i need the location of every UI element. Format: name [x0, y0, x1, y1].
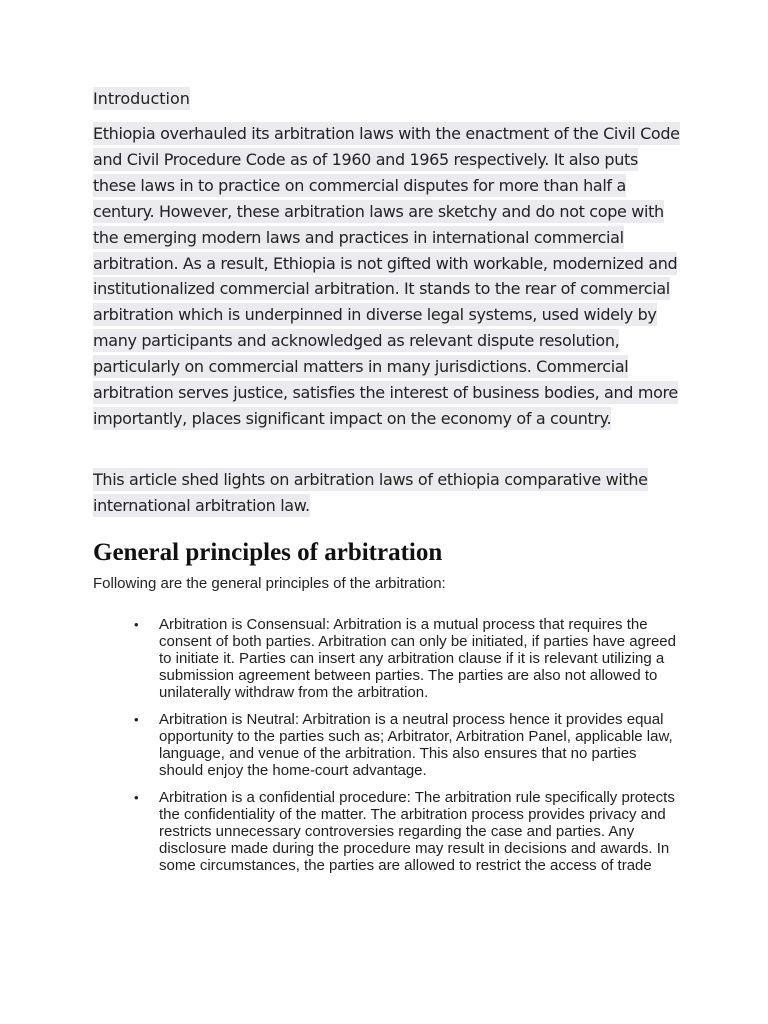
list-item: [134, 616, 679, 701]
intro-paragraph-1: [93, 121, 683, 432]
section-lead-text: Following are the general principles of the arbitration:: [93, 575, 446, 592]
list-item: [134, 711, 679, 779]
intro-heading-text: Introduction: [93, 89, 190, 108]
intro-paragraph-2: [93, 467, 683, 519]
bullet-icon: •: [134, 712, 139, 727]
list-item: [134, 789, 679, 874]
bullet-icon: •: [134, 617, 139, 632]
principles-list: [134, 616, 679, 884]
intro-heading: [93, 87, 713, 111]
section-heading: General principles of arbitration: [93, 539, 443, 566]
intro-paragraph-2-text: This article shed lights on arbitration laws of ethiopia comparative withe international arbitration law.: [93, 470, 648, 515]
list-item-text: Arbitration is a confidential procedure: The arbitration rule specifically protects the confidentiality of the matter. The arbitration process provides privacy and restricts unnecessary controversies regarding the case and parties. Any disclosure made during the procedure may result in decisions and awards. In some circumstances, the parties are allowed to restrict the access of trade: [159, 789, 675, 874]
bullet-icon: •: [134, 790, 139, 805]
list-item-text: Arbitration is Neutral: Arbitration is a neutral process hence it provides equal opportunity to the parties such as; Arbitrator, Arbitration Panel, applicable law, language, and venue of the arbitration. This also ensures that no parties should enjoy the home-court advantage.: [159, 711, 673, 779]
list-item-text: Arbitration is Consensual: Arbitration is a mutual process that requires the consent of both parties. Arbitration can only be initiated, if parties have agreed to initiate it. Parties can insert any arbitration clause if it is relevant utilizing a submission agreement between parties. The parties are also not allowed to unilaterally withdraw from the arbitration.: [159, 616, 676, 701]
intro-paragraph-1-text: Ethiopia overhauled its arbitration laws with the enactment of the Civil Code and Civil Procedure Code as of 1960 and 1965 respectively. It also puts these laws in to practice on commercial disputes for more than half a century. However, these arbitration laws are sketchy and do not cope with the emerging modern laws and practices in international commercial arbitration. As a result, Ethiopia is not gifted with workable, modernized and institutionalized commercial arbitration. It stands to the rear of commercial arbitration which is underpinned in diverse legal systems, used widely by many participants and acknowledged as relevant dispute resolution, particularly on commercial matters in many jurisdictions. Commercial arbitration serves justice, satisfies the interest of business bodies, and more importantly, places significant impact on the economy of a country.: [93, 124, 680, 428]
